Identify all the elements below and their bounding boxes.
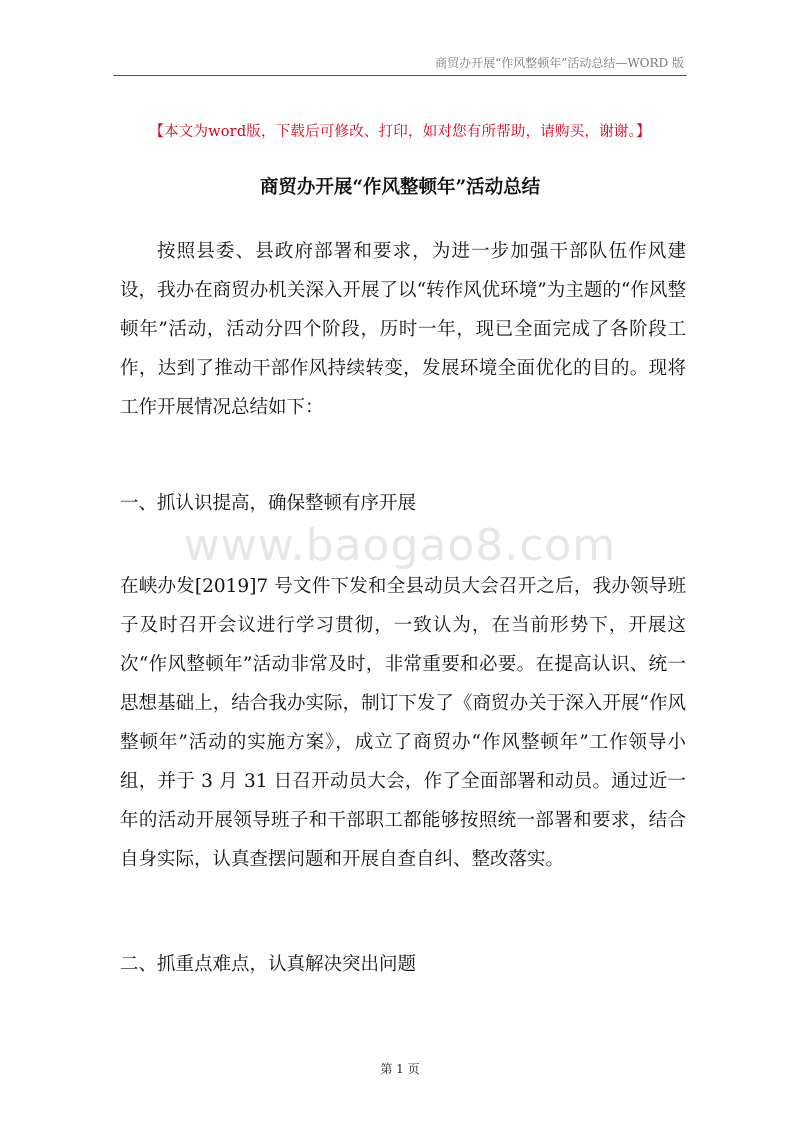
page-number: 第 1 页 (380, 1062, 420, 1076)
document-title: 商贸办开展“作风整顿年”活动总结 (259, 177, 541, 198)
section-1-heading: 一、抓认识提高，确保整顿有序开展 (120, 493, 417, 514)
download-notice: 【本文为word版，下载后可修改、打印，如对您有所帮助，请购买，谢谢。】 (149, 124, 651, 140)
section-2-heading: 二、抓重点难点，认真解决突出问题 (120, 954, 417, 975)
running-header: 商贸办开展“作风整顿年”活动总结—WORD 版 (435, 56, 684, 70)
watermark: www.baogao8.com (183, 520, 617, 571)
section-1-paragraph: 在峡办发[2019]7 号文件下发和全县动员大会召开之后，我办领导班子及时召开会议进行学习贯彻，一致认为，在当前形势下，开展这次“作风整顿年”活动非常及时，非常重要和必要。在提高认识、统一思想基础上，结合我办实际，制订下发了《商贸办关于深入开展“作风整顿年”活动的实施方案》，成立了商贸办“作风整顿年”工作领导小组，并于 3 月 31 日召开动员大会，作了全面部署和动员。通过近一年的活动开展领导班子和干部职工都能够按照统一部署和要求，结合自身实际，认真查摆问题和开展自查自纠、整改落实。 (120, 576, 686, 870)
intro-paragraph: 按照县委、县政府部署和要求，为进一步加强干部队伍作风建设，我办在商贸办机关深入开展了以“转作风优环境”为主题的“作风整顿年”活动，活动分四个阶段，历时一年，现已全面完成了各阶段工作，达到了推动干部作风持续转变，发展环境全面优化的目的。现将工作开展情况总结如下： (120, 241, 686, 418)
header-divider (113, 75, 687, 76)
